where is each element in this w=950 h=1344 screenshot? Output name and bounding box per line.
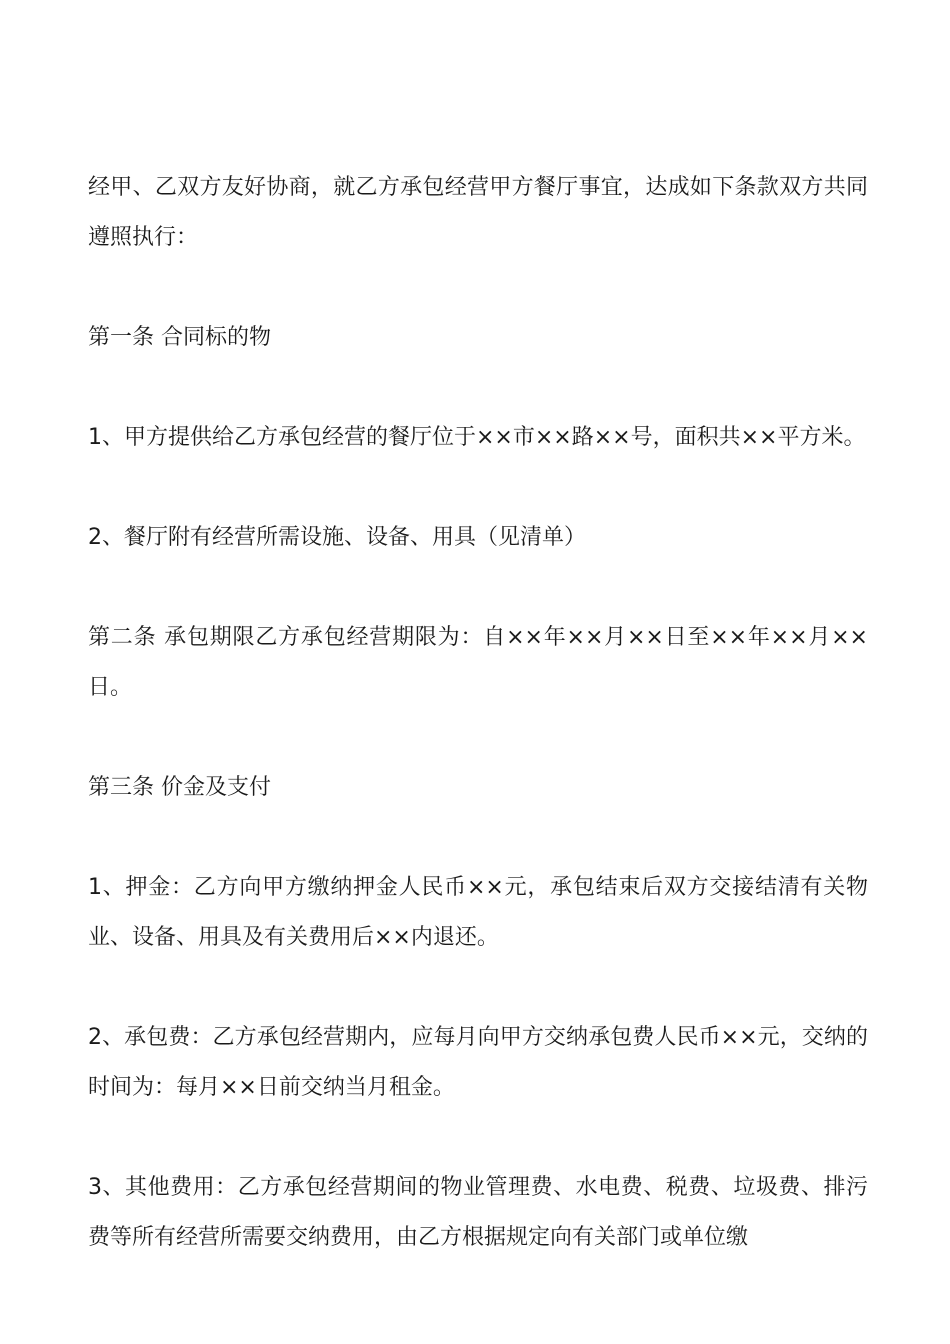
intro-paragraph: 经甲、乙双方友好协商，就乙方承包经营甲方餐厅事宜，达成如下条款双方共同遵照执行： [88, 175, 868, 250]
article-1-clause-2: 2、餐厅附有经营所需设施、设备、用具（见清单） [88, 525, 586, 550]
document-body [88, 163, 868, 1263]
article-2-heading: 第二条 承包期限乙方承包经营期限为：自××年××月××日至××年××月××日。 [88, 625, 868, 700]
article-3-clause-1: 1、押金：乙方向甲方缴纳押金人民币××元，承包结束后双方交接结清有关物业、设备、用具及有关费用后××内退还。 [88, 875, 868, 950]
article-1-heading: 第一条 合同标的物 [88, 325, 271, 350]
article-3-clause-3: 3、其他费用：乙方承包经营期间的物业管理费、水电费、税费、垃圾费、排污费等所有经营所需要交纳费用，由乙方根据规定向有关部门或单位缴 [88, 1175, 868, 1250]
article-3-heading: 第三条 价金及支付 [88, 775, 271, 800]
article-1-clause-1: 1、甲方提供给乙方承包经营的餐厅位于××市××路××号，面积共××平方米。 [88, 425, 866, 450]
article-3-clause-2: 2、承包费：乙方承包经营期内，应每月向甲方交纳承包费人民币××元，交纳的时间为：每月××日前交纳当月租金。 [88, 1025, 868, 1100]
